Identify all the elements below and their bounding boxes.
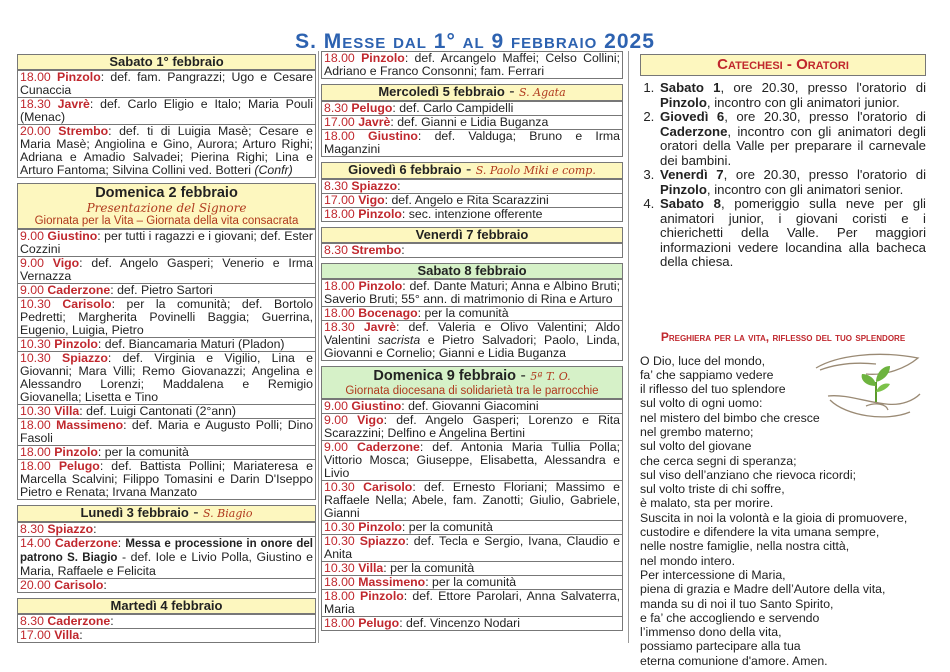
mass-time: 9.00 bbox=[20, 283, 44, 297]
mass-intention: : bbox=[401, 243, 405, 257]
mass-intention: : def. Gianni e Lidia Buganza bbox=[390, 115, 549, 129]
catechesi-text: , pomeriggio sulla neve per gli animatori junior, i giovani coristi e i chierichetti della Valle. Per maggiori informazioni vedere locandina alla bacheca della chiesa. bbox=[660, 196, 926, 269]
mass-entry bbox=[18, 297, 315, 337]
mass-time: 14.00 bbox=[20, 536, 51, 550]
mass-intention: sacrista bbox=[377, 333, 421, 347]
day-block bbox=[17, 183, 316, 500]
mass-entry bbox=[322, 440, 622, 480]
day-block bbox=[321, 263, 623, 361]
mass-entry bbox=[18, 351, 315, 404]
catechesi-text: Pinzolo bbox=[660, 94, 707, 110]
mass-location: Spiazzo bbox=[62, 351, 108, 365]
mass-intention: : per la comunità bbox=[383, 561, 475, 575]
saint-name: S. Agata bbox=[518, 86, 566, 99]
mass-intention: : def. Battista Pollini; Mariateresa e Marcella Scalvini; Filippo Tomasini e Darin D'Iseppo Pietro e Renata; Irvana Manzato bbox=[20, 459, 313, 499]
mass-location: Spiazzo bbox=[47, 522, 94, 536]
mass-entry bbox=[322, 115, 622, 129]
mass-entry bbox=[322, 616, 622, 630]
day-subtitle: Presentazione del Signore bbox=[86, 201, 247, 215]
day-header: Lunedì 3 febbraio - S. Biagio bbox=[18, 506, 315, 522]
mass-location: Javrè bbox=[358, 115, 391, 129]
prayer-line: sul volto di ogni uomo: bbox=[640, 396, 763, 411]
mass-intention: : bbox=[117, 536, 126, 550]
mass-time: 17.00 bbox=[20, 628, 51, 642]
day-title: Venerdì 7 febbraio bbox=[415, 227, 529, 242]
mass-time: 8.30 bbox=[324, 179, 348, 193]
catechesi-text: , incontro con gli animatori senior. bbox=[706, 181, 904, 197]
mass-intention: : per tutti i ragazzi e i giovani; def. Ester Cozzini bbox=[20, 229, 313, 256]
day-block bbox=[17, 598, 316, 643]
mass-location: Pinzolo bbox=[358, 520, 402, 534]
prayer-line: il riflesso del tuo splendore bbox=[640, 382, 786, 397]
mass-time: 18.00 bbox=[324, 279, 355, 293]
mass-intention: : def. Antonia Maria Tullia Polla; Vittorio Mosca; Giuseppe, Elisabetta, Alessandra e Livio bbox=[324, 440, 620, 480]
mass-time: 10.30 bbox=[324, 480, 355, 494]
mass-location: Strembo bbox=[351, 243, 402, 257]
mass-time: 10.30 bbox=[20, 404, 51, 418]
mass-entry bbox=[322, 589, 622, 616]
mass-time: 9.00 bbox=[324, 440, 348, 454]
mass-entry bbox=[322, 179, 622, 193]
mass-location: Vigo bbox=[357, 413, 384, 427]
catechesi-title: Catechesi - Oratori bbox=[640, 54, 926, 76]
mass-time: 10.30 bbox=[20, 297, 51, 311]
mass-intention: : def. Valduga; Bruno e Irma Maganzini bbox=[324, 129, 621, 156]
mass-entry bbox=[322, 193, 622, 207]
prayer-line: Per intercessione di Maria, bbox=[640, 567, 786, 582]
mass-intention: : def. Virginia e Vigilio, Lina e Giovanni; Mara Villi; Remo Giovanazzi; Angelina e Alessandro Lorenzi; Maddalena e Remigio Giovanella; Lisetta e Tino bbox=[20, 351, 313, 404]
mass-location: Villa bbox=[54, 404, 80, 418]
day-block bbox=[321, 51, 623, 79]
mass-intention: : def. Tecla e Sergio, Ivana, Claudio e Anita bbox=[324, 534, 620, 561]
prayer-line: nel grembo materno; bbox=[640, 424, 754, 439]
mass-time: 9.00 bbox=[20, 256, 44, 270]
mass-entry bbox=[18, 578, 315, 592]
mass-entry bbox=[18, 124, 315, 177]
mass-time: 9.00 bbox=[324, 413, 348, 427]
mass-entry bbox=[322, 480, 622, 520]
mass-time: 18.00 bbox=[324, 575, 355, 589]
mass-entry bbox=[322, 129, 622, 156]
prayer-line: è malato, sta per morire. bbox=[640, 496, 774, 511]
prayer-line: sul volto del giovane bbox=[640, 439, 752, 454]
mass-location: Carisolo bbox=[62, 297, 112, 311]
mass-location: Carisolo bbox=[363, 480, 413, 494]
mass-intention: - def. Iole e Livio Polla, Giustino e Maria, Raffaele e Felicita bbox=[20, 550, 313, 578]
mass-entry bbox=[18, 97, 315, 124]
mass-time: 10.30 bbox=[324, 520, 355, 534]
mass-location: Bocenago bbox=[358, 306, 418, 320]
catechesi-item bbox=[658, 110, 926, 168]
day-title: Sabato 1° febbraio bbox=[109, 54, 224, 69]
catechesi-item bbox=[658, 197, 926, 270]
catechesi-text: , ore 20.30, presso l'oratorio di bbox=[723, 167, 926, 182]
catechesi-text: Sabato 8 bbox=[660, 196, 721, 211]
mass-location: Vigo bbox=[358, 193, 385, 207]
mass-entry bbox=[322, 320, 622, 360]
mass-intention: : bbox=[93, 522, 97, 536]
day-block bbox=[321, 366, 623, 631]
mass-intention: : bbox=[103, 578, 107, 592]
mass-time: 8.30 bbox=[20, 522, 44, 536]
prayer-line: piena di grazia e Madre dell’Autore della vita, bbox=[640, 582, 886, 597]
mass-location: Caderzone bbox=[47, 283, 111, 297]
mass-entry bbox=[322, 306, 622, 320]
prayer-line: nelle nostre famiglie, nella nostra città, bbox=[640, 539, 850, 554]
mass-entry bbox=[18, 337, 315, 351]
prayer-line: fa’ che sappiamo vedere bbox=[640, 367, 774, 382]
catechesi-text: , incontro con gli animatori junior. bbox=[706, 94, 900, 110]
mass-intention: : def. Vincenzo Nodari bbox=[399, 616, 520, 630]
day-block bbox=[321, 227, 623, 258]
day-header bbox=[18, 599, 315, 614]
mass-intention: Messa e processione in onore del patrono S. Biagio bbox=[20, 538, 314, 564]
day-title: Domenica 2 febbraio bbox=[95, 185, 238, 201]
column-divider bbox=[318, 51, 319, 643]
mass-entry bbox=[18, 70, 315, 97]
day-subtitle: Giornata per la Vita – Giornata della vita consacrata bbox=[34, 215, 299, 227]
day-block bbox=[321, 84, 623, 157]
mass-intention: : bbox=[79, 628, 83, 642]
mass-entry bbox=[322, 101, 622, 115]
mass-time: 18.30 bbox=[324, 320, 355, 334]
mass-time: 8.30 bbox=[324, 101, 348, 115]
mass-time: 18.00 bbox=[324, 616, 355, 630]
mass-entry bbox=[18, 459, 315, 499]
prayer-line: l’immenso dono della vita, bbox=[640, 625, 782, 640]
mass-intention: : per la comunità bbox=[417, 306, 509, 320]
catechesi-text: Sabato 1 bbox=[660, 80, 721, 95]
mass-entry bbox=[322, 243, 622, 257]
mass-location: Carisolo bbox=[54, 578, 104, 592]
mass-intention: : per la comunità bbox=[401, 520, 493, 534]
mass-time: 18.00 bbox=[324, 207, 355, 221]
prayer-line: O Dio, luce del mondo, bbox=[640, 353, 766, 368]
day-title: Mercoledì 5 febbraio bbox=[378, 84, 505, 99]
day-title: Lunedì 3 febbraio bbox=[80, 505, 189, 520]
mass-location: Massimeno bbox=[56, 418, 124, 432]
mass-time: 18.00 bbox=[20, 445, 51, 459]
mass-intention: : def. Angelo Gasperi; Venerio e Irma Vernazza bbox=[20, 256, 314, 283]
catechesi-text: Giovedì 6 bbox=[660, 109, 725, 124]
mass-location: Pinzolo bbox=[54, 337, 98, 351]
mass-location: Villa bbox=[358, 561, 384, 575]
mass-intention: : per la comunità bbox=[425, 575, 517, 589]
day-title: Sabato 8 febbraio bbox=[417, 263, 527, 278]
mass-location: Javrè bbox=[363, 320, 396, 334]
mass-entry bbox=[322, 534, 622, 561]
catechesi-text: Pinzolo bbox=[660, 181, 707, 197]
catechesi-item bbox=[658, 81, 926, 110]
mass-location: Pinzolo bbox=[57, 70, 101, 84]
day-title: Domenica 9 febbraio bbox=[373, 368, 517, 384]
mass-time: 17.00 bbox=[324, 115, 355, 129]
mass-location: Pinzolo bbox=[358, 207, 402, 221]
mass-entry bbox=[18, 229, 315, 256]
prayer-line: nel mondo intero. bbox=[640, 553, 736, 568]
mass-time: 18.00 bbox=[20, 459, 51, 473]
mass-time: 18.00 bbox=[20, 418, 51, 432]
day-header: Giovedì 6 febbraio - S. Paolo Miki e comp. bbox=[322, 163, 622, 179]
mass-intention: : def. Carlo Eligio e Italo; Maria Pouli (Menac) bbox=[20, 97, 313, 124]
prayer-line: e fa’ che accogliendo e servendo bbox=[640, 610, 820, 625]
mass-entry bbox=[322, 279, 622, 306]
prayer-line: nel mistero del bimbo che cresce bbox=[640, 410, 820, 425]
mass-intention: : def. Angelo e Rita Scarazzini bbox=[384, 193, 549, 207]
mass-location: Pinzolo bbox=[360, 589, 404, 603]
saint-name: 5ª T. O. bbox=[530, 370, 571, 383]
mass-time: 17.00 bbox=[324, 193, 355, 207]
mass-time: 20.00 bbox=[20, 124, 51, 138]
mass-intention: : def. ti di Luigia Masè; Cesare e Maria Masè; Angiolina e Gino, Aurora; Arturo Righi; Adriana e Amadio Salvadei; Pierina Righi; Lina e Arturo Fantoma; Silvina Collini ved. Botteri bbox=[20, 124, 313, 177]
prayer-line: Suscita in noi la volontà e la gioia di promuovere, bbox=[640, 510, 908, 525]
mass-time: 10.30 bbox=[324, 534, 355, 548]
catechesi-list bbox=[658, 81, 926, 270]
mass-location: Caderzone bbox=[54, 536, 118, 550]
mass-entry bbox=[322, 520, 622, 534]
day-title: Giovedì 6 febbraio bbox=[348, 162, 462, 177]
mass-time: 10.30 bbox=[20, 351, 51, 365]
prayer-line: eterna comunione d'amore. Amen. bbox=[640, 653, 828, 668]
mass-entry bbox=[18, 256, 315, 283]
saint-name: S. Biagio bbox=[203, 507, 253, 520]
mass-intention: : def. Angelo Gasperi; Lorenzo e Rita Scarazzini; Delfino e Angelina Bertini bbox=[324, 413, 621, 440]
mass-intention: : bbox=[110, 614, 114, 628]
prayer-line: possiamo partecipare alla tua bbox=[640, 639, 801, 654]
page-title: S. Messe dal 1° al 9 febbraio 2025 bbox=[295, 30, 655, 53]
day-header bbox=[18, 55, 315, 70]
catechesi-text: , ore 20.30, presso l'oratorio di bbox=[724, 109, 926, 124]
mass-intention: : def. Pietro Sartori bbox=[110, 283, 213, 297]
schedule-column-2 bbox=[321, 51, 623, 636]
catechesi-section bbox=[640, 54, 926, 270]
day-block bbox=[17, 505, 316, 593]
prayer-line: sul viso dell’anziano che rievoca ricordi; bbox=[640, 467, 856, 482]
mass-time: 18.00 bbox=[324, 589, 355, 603]
mass-entry bbox=[322, 575, 622, 589]
mass-intention: (Confr) bbox=[254, 163, 293, 177]
mass-time: 18.00 bbox=[324, 306, 355, 320]
day-header bbox=[322, 228, 622, 243]
mass-intention: : def. Ernesto Floriani; Massimo e Raffaele Nella; Abele, fam. Zanotti; Giulio, Gabriele, Gianni bbox=[324, 480, 620, 520]
mass-location: Pelugo bbox=[351, 101, 393, 115]
mass-entry bbox=[322, 399, 622, 413]
mass-entry bbox=[18, 445, 315, 459]
mass-location: Giustino bbox=[47, 229, 98, 243]
mass-intention: : def. Biancamaria Maturi (Pladon) bbox=[97, 337, 285, 351]
mass-location: Giustino bbox=[351, 399, 402, 413]
mass-intention: : def. Dante Maturi; Anna e Albino Bruti; Saverio Bruti; 55° ann. di matrimonio di Rina e Arturo bbox=[324, 279, 620, 306]
hands-holding-sprout-icon bbox=[806, 346, 926, 426]
mass-entry bbox=[18, 404, 315, 418]
mass-location: Massimeno bbox=[358, 575, 426, 589]
mass-location: Javrè bbox=[57, 97, 90, 111]
day-block bbox=[17, 54, 316, 178]
mass-entry bbox=[322, 207, 622, 221]
mass-location: Strembo bbox=[58, 124, 109, 138]
mass-location: Caderzone bbox=[356, 440, 420, 454]
mass-time: 18.00 bbox=[324, 129, 355, 143]
mass-time: 8.30 bbox=[20, 614, 44, 628]
mass-entry bbox=[322, 561, 622, 575]
mass-intention: : bbox=[397, 179, 401, 193]
mass-time: 8.30 bbox=[324, 243, 348, 257]
prayer-title: Preghiera per la vita, riflesso del tuo splendore bbox=[660, 329, 906, 344]
mass-location: Villa bbox=[54, 628, 80, 642]
mass-location: Vigo bbox=[52, 256, 80, 270]
mass-entry bbox=[18, 522, 315, 536]
day-subtitle: Giornata diocesana di solidarietà tra le parrocchie bbox=[345, 385, 599, 397]
day-header bbox=[322, 264, 622, 279]
mass-intention: : def. Valeria e Olivo Valentini; Aldo Valentini bbox=[324, 320, 620, 347]
prayer-text bbox=[640, 354, 926, 669]
mass-entry bbox=[18, 536, 315, 578]
mass-time: 20.00 bbox=[20, 578, 51, 592]
mass-intention: : def. Luigi Cantonati (2°ann) bbox=[79, 404, 236, 418]
saint-name: S. Paolo Miki e comp. bbox=[475, 164, 596, 177]
mass-intention: : per la comunità bbox=[97, 445, 189, 459]
mass-time: 10.30 bbox=[324, 561, 355, 575]
day-header bbox=[18, 184, 315, 229]
mass-location: Spiazzo bbox=[359, 534, 406, 548]
mass-intention: : def. Arcangelo Maffei; Celso Collini; Adriano e Franco Consonni; fam. Ferrari bbox=[324, 51, 620, 78]
day-header: Domenica 9 febbraio - 5ª T. O. Giornata diocesana di solidarietà tra le parrocchie bbox=[322, 367, 622, 399]
mass-location: Caderzone bbox=[47, 614, 111, 628]
mass-intention: : def. Maria e Augusto Polli; Dino Fasoli bbox=[20, 418, 314, 445]
mass-time: 9.00 bbox=[20, 229, 44, 243]
mass-time: 9.00 bbox=[324, 399, 348, 413]
column-divider bbox=[628, 51, 629, 643]
mass-time: 18.30 bbox=[20, 97, 51, 111]
catechesi-text: , incontro con gli animatori degli oratori della Valle per preparare il carnevale dei bambini. bbox=[660, 123, 926, 168]
info-column bbox=[640, 54, 926, 668]
prayer-line: sul volto triste di chi soffre, bbox=[640, 482, 785, 497]
mass-intention: : def. Ettore Parolari, Anna Salvaterra, Maria bbox=[324, 589, 620, 616]
mass-intention: : def. Carlo Campidelli bbox=[392, 101, 514, 115]
mass-location: Pinzolo bbox=[361, 51, 405, 65]
day-header: Mercoledì 5 febbraio - S. Agata bbox=[322, 85, 622, 101]
mass-entry bbox=[18, 283, 315, 297]
mass-intention: : def. Giovanni Giacomini bbox=[401, 399, 539, 413]
mass-time: 10.30 bbox=[20, 337, 51, 351]
mass-location: Spiazzo bbox=[351, 179, 398, 193]
mass-location: Pinzolo bbox=[358, 279, 403, 293]
prayer-line: custodire e difendere la vita umana sempre, bbox=[640, 525, 880, 540]
mass-entry bbox=[322, 52, 622, 78]
catechesi-text: Venerdì 7 bbox=[660, 167, 724, 182]
mass-entry bbox=[18, 628, 315, 642]
mass-intention: : per la comunità; def. Bortolo Pedretti; Margherita Povinelli Baggia; Guerrina, Eugenio, Luigia, Pietro bbox=[20, 297, 313, 337]
schedule-column-1 bbox=[17, 54, 316, 648]
catechesi-text: , ore 20.30, presso l'oratorio di bbox=[720, 80, 927, 95]
mass-location: Pelugo bbox=[58, 459, 100, 473]
mass-time: 18.00 bbox=[324, 51, 355, 65]
mass-location: Pelugo bbox=[358, 616, 400, 630]
mass-location: Giustino bbox=[368, 129, 418, 143]
prayer-line: che cerca segni di speranza; bbox=[640, 453, 797, 468]
day-block bbox=[321, 162, 623, 222]
mass-intention: : def. fam. Pangrazzi; Ugo e Cesare Cunaccia bbox=[20, 70, 313, 97]
mass-location: Pinzolo bbox=[54, 445, 98, 459]
catechesi-item bbox=[658, 168, 926, 197]
mass-time: 18.00 bbox=[20, 70, 51, 84]
mass-entry bbox=[18, 614, 315, 628]
mass-intention: e Pietro Salvadori; Paolo, Linda, Giovanni e Cornelio; Gianni e Lidia Buganza bbox=[324, 333, 620, 360]
mass-entry bbox=[322, 413, 622, 440]
prayer-line: manda su di noi il tuo Santo Spirito, bbox=[640, 596, 834, 611]
mass-intention: : sec. intenzione offerente bbox=[401, 207, 543, 221]
mass-entry bbox=[18, 418, 315, 445]
catechesi-text: Caderzone bbox=[660, 123, 728, 139]
day-title: Martedì 4 febbraio bbox=[110, 598, 223, 613]
